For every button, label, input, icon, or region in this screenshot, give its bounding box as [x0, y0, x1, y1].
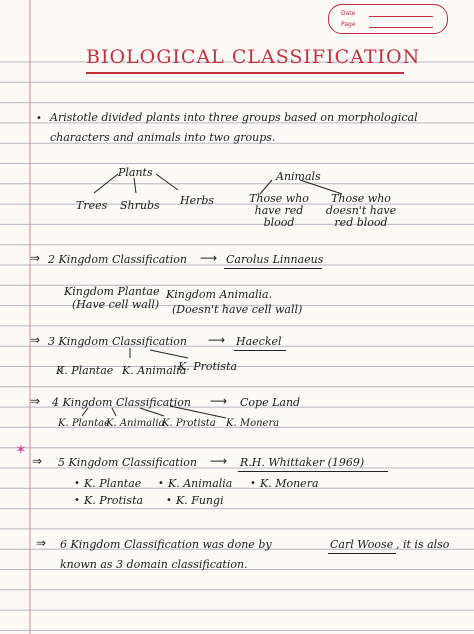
k3-author: Haeckel: [236, 335, 282, 348]
k3-item: K. Animalia: [122, 364, 187, 377]
k5-item: K. Fungi: [176, 494, 224, 507]
red-blood-label: Those who have red blood: [249, 192, 309, 229]
k6-author-underline: [328, 553, 396, 554]
bullet: •: [74, 495, 80, 506]
k5-author: R.H. Whittaker (1969): [240, 456, 365, 469]
bullet: •: [158, 478, 164, 489]
intro-line-2: characters and animals into two groups.: [50, 131, 276, 144]
k4-item: K. Monera: [226, 418, 280, 429]
animals-label: Animals: [276, 170, 321, 183]
bullet: •: [74, 478, 80, 489]
shrubs-label: Shrubs: [120, 199, 160, 212]
k2-heading: 2 Kingdom Classification: [48, 253, 187, 266]
k6-line-1b: , it is also: [396, 538, 450, 551]
k4-author: Cope Land: [240, 396, 301, 409]
implies-arrow: ⇒: [30, 251, 41, 265]
k5-author-underline: [238, 471, 388, 472]
k4-link-2: [112, 408, 116, 416]
k2-animalia: Kingdom Animalia.: [166, 288, 273, 301]
k2-author-underline: [224, 268, 322, 269]
right-arrow: ⟶: [210, 454, 228, 468]
k5-heading: 5 Kingdom Classification: [58, 456, 197, 469]
k5-item: K. Plantae: [84, 477, 142, 490]
k4-heading: 4 Kingdom Classification: [52, 396, 191, 409]
k4-link-1: [82, 408, 88, 416]
herbs-label: Herbs: [180, 194, 215, 207]
date-label: Date: [341, 10, 356, 17]
k4-item: K. Plantae: [58, 418, 111, 429]
plants-shrubs-link: [134, 178, 136, 193]
k3-item: K. Protista: [178, 360, 238, 373]
k6-line-2: known as 3 domain classification.: [60, 558, 248, 571]
k3-link-3: [150, 350, 188, 358]
k3-author-underline: [234, 350, 286, 351]
k4-item: K. Protista: [162, 418, 216, 429]
right-arrow: ⟶: [200, 251, 218, 265]
k2-author: Carolus Linnaeus: [226, 253, 324, 266]
bullet: •: [36, 113, 42, 124]
k3-item: K. Plantae: [56, 364, 114, 377]
right-arrow: ⟶: [208, 333, 226, 347]
k5-item: K. Protista: [84, 494, 144, 507]
k4-item: K. Animalia: [106, 418, 165, 429]
implies-arrow: ⇒: [36, 536, 47, 550]
page-label: Page: [341, 21, 356, 28]
implies-arrow: ⇒: [32, 454, 43, 468]
plants-trees-link: [94, 174, 118, 193]
k4-link-3: [140, 408, 164, 416]
bullet: •: [250, 478, 256, 489]
k2-plantae: Kingdom Plantae: [64, 285, 160, 298]
k3-heading: 3 Kingdom Classification: [48, 335, 187, 348]
k2-animalia-note: (Doesn't have cell wall): [172, 303, 303, 316]
k5-item: K. Monera: [260, 477, 319, 490]
k6-author: Carl Woose: [330, 538, 394, 551]
star-icon: ✶: [15, 442, 27, 458]
right-arrow: ⟶: [210, 394, 228, 408]
trees-label: Trees: [76, 199, 108, 212]
plants-label: Plants: [118, 166, 153, 179]
k2-plantae-note: (Have cell wall): [72, 298, 160, 311]
k6-line-1a: 6 Kingdom Classification was done by: [60, 538, 272, 551]
plants-herbs-link: [156, 174, 178, 190]
intro-line-1: Aristotle divided plants into three groups based on morphological: [50, 111, 418, 124]
implies-arrow: ⇒: [30, 333, 41, 347]
no-red-blood-label: Those who doesn't have red blood: [325, 192, 397, 229]
page-title: BIOLOGICAL CLASSIFICATION: [86, 46, 421, 68]
implies-arrow: ⇒: [30, 394, 41, 408]
bullet: •: [166, 495, 172, 506]
k5-item: K. Animalia: [168, 477, 233, 490]
